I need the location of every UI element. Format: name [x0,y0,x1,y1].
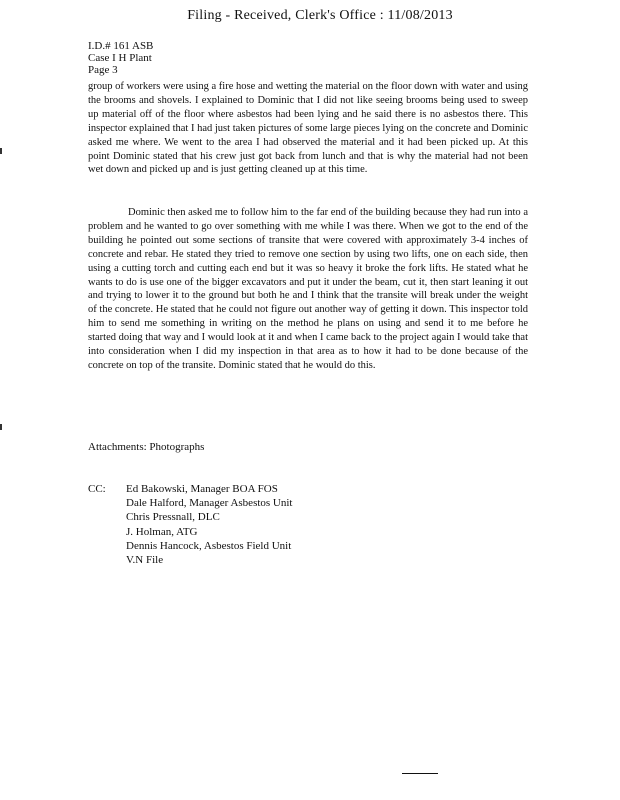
body-paragraph-2: Dominic then asked me to follow him to the far end of the building because they had run into a problem and he wanted to go over something with me while I was there. When we got to the end of the building he pointed out some sections of transite that were covered with approximately 3-4 inches of concrete and rebar. He stated they tried to remove one section by using two lifts, one on each side, then using a cutting torch and cutting each end but it was so heavy it broke the fork lifts. He stated what he wants to do is use one of the bigger excavators and put it under the beam, cut it, then start leaning it out and trying to lower it to the ground but both he and I think that the transite will break under the weight of the concrete. He stated that he could not figure out another way of getting it down. This inspector told him to send me something in writing on the method he plans on using and send it to me before he started doing that way and I would look at it and when I came back to the project again I would take that into consideration when I did my inspection in that area as to how it had to be done because of the concrete on top of the transite. Dominic stated that he would do this. [88,207,528,371]
cc-recipient: Dale Halford, Manager Asbestos Unit [126,497,293,510]
cc-recipient-list [126,482,366,567]
body-paragraph-1: group of workers were using a fire hose and wetting the material on the floor down with water and using the brooms and shovels. I explained to Dominic that I did not like seeing brooms being used to sweep up material off of the floor where asbestos had been lying and he said there is no asbestos there. This inspector explained that I had just taken pictures of some large pieces lying on the concrete and Dominic asked me where. We went to the area I had observed the material and it had been picked up. At this point Dominic stated that his crew just got back from lunch and that is why the material had not been wet down and picked up and is just getting cleaned up at this time. [88,81,528,176]
memo-identifier-block [88,40,153,76]
cc-recipient: V.N File [126,554,164,567]
filing-stamp: Filing - Received, Clerk's Office : 11/08/2013 [187,8,453,23]
cc-recipient: Ed Bakowski, Manager BOA FOS [126,483,278,495]
cc-recipient: J. Holman, ATG [126,525,198,538]
cc-recipient: Dennis Hancock, Asbestos Field Unit [126,539,292,552]
memo-page-number: Page 3 [88,64,118,76]
scan-margin-mark [0,148,2,154]
footer-rule [402,773,438,774]
cc-label: CC: [88,483,106,495]
memo-case: Case I H Plant [88,52,152,64]
memo-id-number: I.D.# 161 ASB [88,40,154,52]
cc-recipient: Chris Pressnall, DLC [126,511,220,524]
scan-margin-mark [0,424,2,430]
attachments-line: Attachments: Photographs [88,441,205,453]
